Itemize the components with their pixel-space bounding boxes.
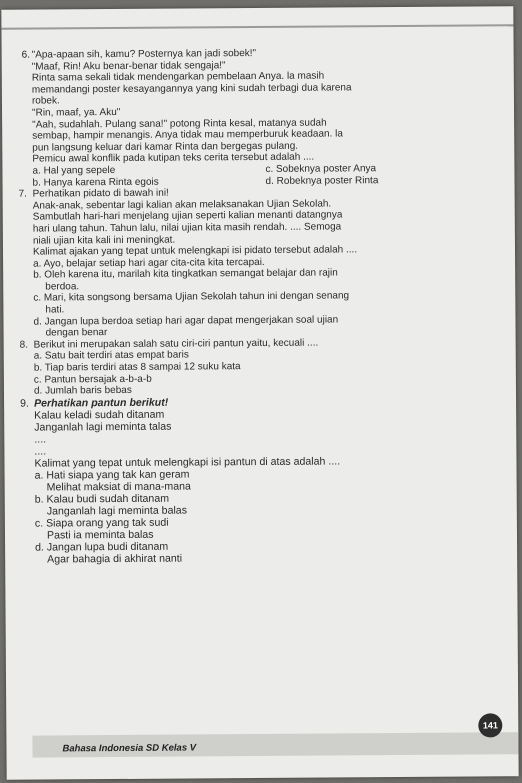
- text-line: pun langsung keluar dari kamar Rinta dan bergegas pulang.: [32, 140, 299, 154]
- text-line: hari ulang tahun. Tahun lalu, nilai ujian kita masih rendah. .... Semoga: [32, 221, 342, 235]
- pantun-blank: ....: [34, 433, 47, 446]
- option-b[interactable]: b. Tiap baris terdiri atas 8 sampai 12 suku kata: [33, 361, 241, 374]
- textbook-page: [1, 6, 518, 780]
- option-d[interactable]: d. Jangan lupa budi ditanam: [35, 540, 169, 554]
- option-b-continued: berdoa.: [45, 281, 80, 293]
- text-line: "Aah, sudahlah. Pulang sana!" potong Rinta kesal, matanya sudah: [32, 117, 327, 131]
- option-c[interactable]: c. Pantun bersajak a-b-a-b: [33, 373, 152, 386]
- option-d[interactable]: d. Robeknya poster Rinta: [265, 174, 379, 187]
- option-d-continued: Agar bahagia di akhirat nanti: [47, 552, 183, 566]
- option-b[interactable]: b. Kalau budi sudah ditanam: [34, 492, 170, 506]
- option-a[interactable]: a. Hal yang sepele: [32, 164, 116, 177]
- pantun-line: Kalau keladi sudah ditanam: [34, 408, 165, 422]
- option-d[interactable]: d. Jangan lupa berdoa setiap hari agar dapat mengerjakan soal ujian: [33, 314, 339, 328]
- question-title: Berikut ini merupakan salah satu ciri-ciri pantun yaitu, kecuali ....: [33, 337, 319, 351]
- text-line: memandangi poster kesayangannya yang kini sudah terbagi dua karena: [31, 82, 352, 96]
- option-a-continued: Melihat maksiat di mana-mana: [46, 480, 191, 494]
- option-b[interactable]: b. Oleh karena itu, marilah kita tingkatkan semangat belajar dan rajin: [33, 267, 338, 281]
- option-b[interactable]: b. Hanya karena Rinta egois: [32, 176, 159, 189]
- text-line: robek.: [31, 95, 60, 107]
- book-title: Bahasa Indonesia SD Kelas V: [62, 742, 197, 755]
- option-a[interactable]: a. Hati siapa yang tak kan geram: [34, 468, 190, 482]
- text-line: Anak-anak, sebentar lagi kalian akan melaksanakan Ujian Sekolah.: [32, 198, 332, 212]
- pantun-blank: ....: [34, 445, 47, 458]
- option-c[interactable]: c. Sobeknya poster Anya: [265, 163, 377, 175]
- question-8: [20, 336, 500, 397]
- question-title: Perhatikan pidato di bawah ini!: [32, 187, 169, 200]
- option-c-continued: Pasti ia meminta balas: [46, 528, 154, 542]
- option-d-continued: dengan benar: [45, 327, 108, 339]
- text-line: sembap, hampir menangis. Anya tidak mau memperburuk keadaan. la: [32, 128, 343, 142]
- question-7: [19, 185, 500, 339]
- question-number: 8.: [19, 339, 29, 351]
- question-prompt: Kalimat yang tepat untuk melengkapi isi pantun di atas adalah ....: [34, 455, 341, 470]
- option-c-continued: hati.: [45, 304, 65, 316]
- text-line: Pemicu awal konflik pada kutipan teks cerita tersebut adalah ....: [32, 151, 315, 165]
- question-9: [20, 394, 501, 565]
- option-d[interactable]: d. Jumlah baris bebas: [33, 385, 132, 397]
- text-line: Sambutlah hari-hari menjelang ujian seperti kalian menanti datangnya: [32, 209, 343, 223]
- page-number: 141: [478, 713, 502, 737]
- text-line: Kalimat ajakan yang tepat untuk melengkapi isi pidato tersebut adalah ....: [32, 244, 358, 258]
- option-a[interactable]: a. Satu bait terdiri atas empat baris: [33, 349, 189, 363]
- top-rule: [1, 24, 513, 30]
- option-c[interactable]: c. Mari, kita songsong bersama Ujian Sekolah tahun ini dengan senang: [33, 290, 350, 305]
- text-line: "Apa-apaan sih, kamu? Posternya kan jadi sobek!": [31, 48, 257, 61]
- text-line: Rinta sama sekali tidak mendengarkan pembelaan Anya. la masih: [31, 70, 325, 84]
- text-line: "Rin, maaf, ya. Aku": [32, 106, 121, 119]
- pantun-line: Janganlah lagi meminta talas: [34, 420, 172, 434]
- question-6: [21, 46, 499, 189]
- question-title: Perhatikan pantun berikut!: [34, 396, 169, 410]
- question-number: 7.: [18, 188, 27, 200]
- option-a[interactable]: a. Ayo, belajar setiap hari agar cita-cita kita tercapai.: [33, 256, 265, 270]
- question-number: 6.: [21, 49, 31, 61]
- option-c[interactable]: c. Siapa orang yang tak sudi: [34, 516, 169, 530]
- option-b-continued: Janganlah lagi meminta balas: [46, 504, 188, 518]
- question-number: 9.: [20, 397, 29, 410]
- page-content: [18, 46, 502, 566]
- text-line: "Maaf, Rin! Aku benar-benar tidak sengaja!": [31, 59, 226, 73]
- text-line: niali ujian kita kali ini meningkat.: [32, 234, 176, 247]
